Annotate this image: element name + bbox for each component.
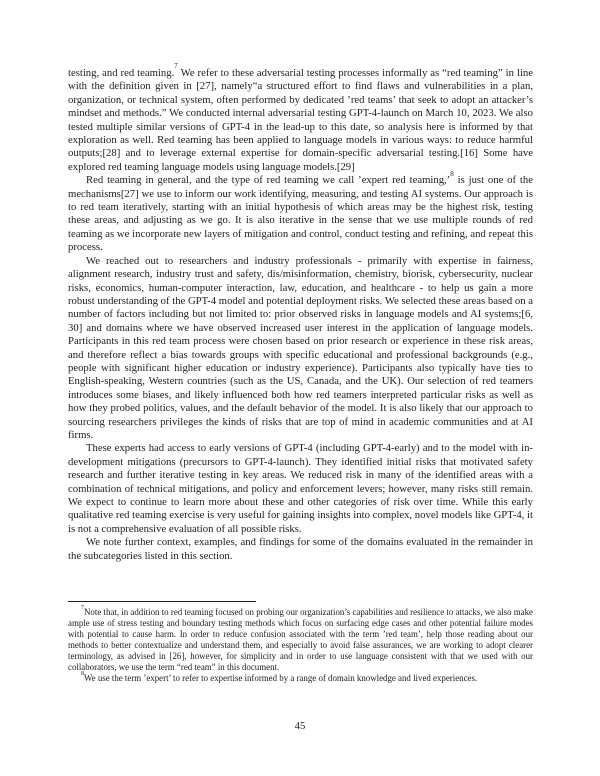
paragraph-text: We note further context, examples, and findings for some of the domains evaluated in the remainder in the subcategories listed in this section. xyxy=(68,536,533,562)
footnote-ref-8: 8 xyxy=(450,169,454,178)
footnote-ref-7: 7 xyxy=(174,62,178,71)
footnote-marker-8: 8 xyxy=(81,670,84,677)
paragraph-red-teaming-definition xyxy=(68,62,533,174)
body-text xyxy=(68,62,533,563)
footnote-marker-7: 7 xyxy=(81,604,84,611)
paragraph-text: These experts had access to early versions of GPT-4 (including GPT-4-early) and to the model with in-development mitigations (precursors to GPT-4-launch). They identified initial risks that motivated safety research and further iterative testing in key areas. We reduced risk in many of the identified areas with a combination of technical mitigations, and policy and enforcement levers; however, many risks still remain. We expect to continue to learn more about these and other categories of risk over time. While this early qualitative red teaming exercise is very useful for gaining insights into complex, novel models like GPT-4, it is not a comprehensive evaluation of all possible risks. xyxy=(68,442,533,535)
paragraph-text: testing, and red teaming. xyxy=(68,67,175,79)
footnote-text: Note that, in addition to red teaming focused on probing our organization’s capabilities and resilience to attacks, we also make ample use of stress testing and boundary testing methods which focus on surfacing edge cases and other potential failure modes with potential to cause harm. In order to reduce confusion associated with the term ’red team’, help those reading about our methods to better contextualize and understand them, and especially to avoid false assurances, we are working to adopt clearer terminology, as advised in [26], however, for simplicity and in order to use language consistent with that we used with our collaborators, we use the term “red team” in this document. xyxy=(68,607,533,672)
footnotes-section xyxy=(68,604,533,684)
footnote-7 xyxy=(68,604,533,673)
paragraph-experts-access xyxy=(68,442,533,536)
page-number: 45 xyxy=(294,720,306,732)
footnote-8 xyxy=(68,670,533,684)
footnote-separator-rule xyxy=(68,601,256,602)
paragraph-further-context xyxy=(68,536,533,563)
paragraph-text: We reached out to researchers and industry professionals - primarily with expertise in fairness, alignment research, industry trust and safety, dis/misinformation, chemistry, biorisk, cybersecurity, nuclear risks, economics, human-computer interaction, law, education, and healthcare - to help us gain a more robust understanding of the GPT-4 model and potential deployment risks. We selected these areas based on a number of factors including but not limited to: prior observed risks in language models and AI systems;[6, 30] and domains where we have observed increased user interest in the application of language models. Participants in this red team process were chosen based on prior research or experience in these risk areas, and therefore reflect a bias towards groups with specific educational and professional backgrounds (e.g., people with significant higher education or industry experience). Participants also typically have ties to English-speaking, Western countries (such as the US, Canada, and the UK). Our selection of red teamers introduces some biases, and likely influenced both how red teamers interpreted particular risks as well as how they probed politics, values, and the default behavior of the model. It is also likely that our approach to sourcing researchers privileges the kinds of risks that are top of mind in academic communities and at AI firms. xyxy=(68,254,533,441)
paragraph-researchers-outreach xyxy=(68,255,533,443)
paragraph-text: Red teaming in general, and the type of red teaming we call ’expert red teaming,’ xyxy=(86,174,451,187)
paragraph-text: We refer to these adversarial testing processes informally as “red teaming” in line with the definition given in [27], namely“a structured effort to find flaws and vulnerabilities in a plan, organization, or technical system, often performed by dedicated ’red teams’ that seek to adopt an attacker’s mindset and methods.” We conducted internal adversarial testing GPT-4-launch on March 10, 2023. We also tested multiple similar versions of GPT-4 in the lead-up to this date, so analysis here is informed by that exploration as well. Red teaming has been applied to language models in various ways: to reduce harmful outputs;[28] and to leverage external expertise for domain-specific adversarial testing.[16] Some have explored red teaming language models using language models.[29] xyxy=(68,67,533,173)
paragraph-text: is just one of the mechanisms[27] we use to inform our work identifying, measuring, and testing AI systems. Our approach is to red team iteratively, starting with an initial hypothesis of which areas may be the highest risk, testing these areas, and adjusting as we go. It is also iterative in the sense that we use multiple rounds of red teaming as we incorporate new layers of mitigation and control, conduct testing and refining, and repeat this process. xyxy=(68,174,533,254)
paragraph-expert-red-teaming xyxy=(68,169,533,254)
footnote-text: We use the term ’expert’ to refer to expertise informed by a range of domain knowledge and lived experiences. xyxy=(84,673,478,683)
